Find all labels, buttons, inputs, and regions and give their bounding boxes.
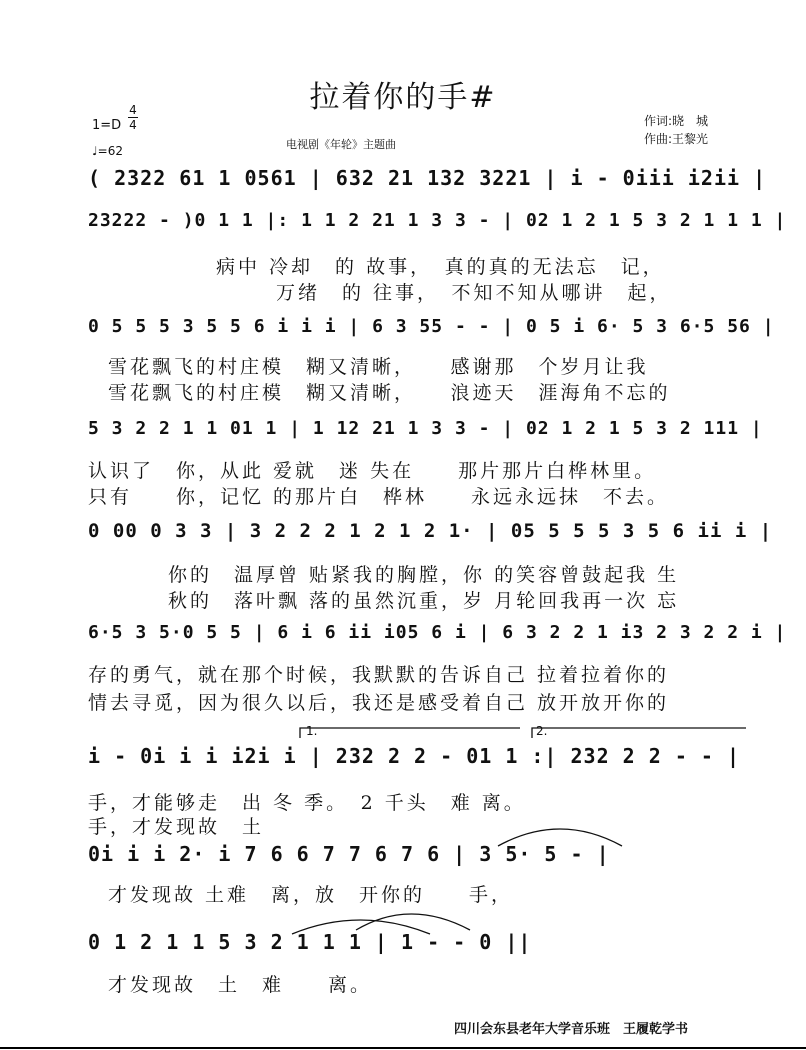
lyric-line: 只有 你，记忆 的那片白 桦林 永远永远抹 不去。: [88, 486, 670, 508]
notation-row-9: 0 1 2 1 1 5 3 2 1 1 1 | 1 - - 0 ||: [88, 930, 532, 954]
song-title: 拉着你的手#: [309, 80, 497, 115]
subtitle: 电视剧《年轮》主题曲: [286, 138, 396, 151]
notation-row-5: 0 00 0 3 3 | 3 2 2 2 1 2 1 2 1· | 05 5 5 5 3 5 6 ii i |: [88, 520, 773, 542]
tempo-mark: ♩=62: [92, 144, 123, 158]
notation-row-2: 23222 - )0 1 1 |: 1 1 2 21 1 3 3 - | 02 1 2 1 5 3 2 1 1 1 |: [88, 210, 787, 231]
lyric-line: 才发现故 土难 离，放 开你的 手，: [108, 884, 514, 906]
notation-row-1: ( 2322 61 1 0561 | 632 21 132 3221 | i - 0iii i2ii |: [88, 166, 767, 190]
time-sig-bottom: 4: [129, 118, 137, 132]
lyricist-credit: 作词:晓 城: [644, 114, 709, 128]
lyric-line: 雪花飘飞的村庄模 糊又清晰， 感谢那 个岁月让我: [108, 356, 649, 378]
time-sig-top: 4: [129, 103, 137, 117]
notation-row-6: 6·5 3 5·0 5 5 | 6 i 6 ii i05 6 i | 6 3 2 2 1 i3 2 3 2 2 i |: [88, 622, 787, 643]
lyric-line: 雪花飘飞的村庄模 糊又清晰， 浪迹天 涯海角不忘的: [108, 382, 671, 404]
lyric-line: 手，才能够走 出 冬 季。 2 千头 难 离。: [88, 792, 526, 814]
notation-row-7: i - 0i i i i2i i | 232 2 2 - 01 1 :| 232 2 2 - - |: [88, 744, 741, 768]
lyric-line: 存的勇气，就在那个时候，我默默的告诉自己 拉着拉着你的: [88, 664, 670, 686]
lyric-line: 万绪 的 往事， 不知不知从哪讲 起，: [276, 282, 672, 304]
notation-row-4: 5 3 2 2 1 1 01 1 | 1 12 21 1 3 3 - | 02 1 2 1 5 3 2 111 |: [88, 418, 763, 439]
notation-row-8: 0i i i 2· i 7 6 6 7 7 6 7 6 | 3 5· 5 - |: [88, 842, 610, 866]
tie-slur: [498, 829, 622, 846]
lyric-line: 情去寻觅，因为很久以后，我还是感受着自己 放开放开你的: [88, 692, 670, 714]
key-signature: 1=D: [92, 118, 122, 133]
footer-credit: 四川会东县老年大学音乐班 王履乾学书: [454, 1022, 689, 1037]
lyric-line: 手，才发现故 土: [88, 816, 265, 838]
first-ending-label: 1.: [306, 724, 318, 738]
lyric-line: 认识了 你，从此 爱就 迷 失在 那片那片白桦林里。: [88, 460, 657, 482]
lyric-line: 病中 冷却 的 故事， 真的真的无法忘 记，: [216, 256, 665, 278]
second-ending-label: 2.: [536, 724, 548, 738]
lyric-line: 才发现故 土 难 离。: [108, 974, 373, 996]
notation-row-3: 0 5 5 5 3 5 5 6 i i i | 6 3 55 - - | 0 5 i 6· 5 3 6·5 56 |: [88, 316, 775, 337]
second-ending-bracket: [532, 728, 746, 738]
composer-credit: 作曲:王黎光: [644, 132, 709, 146]
lyric-line: 你的 温厚曾 贴紧我的胸膛，你 的笑容曾鼓起我 生: [168, 564, 680, 586]
first-ending-bracket: [300, 728, 520, 738]
lyric-line: 秋的 落叶飘 落的虽然沉重，岁 月轮回我再一次 忘: [168, 590, 680, 612]
